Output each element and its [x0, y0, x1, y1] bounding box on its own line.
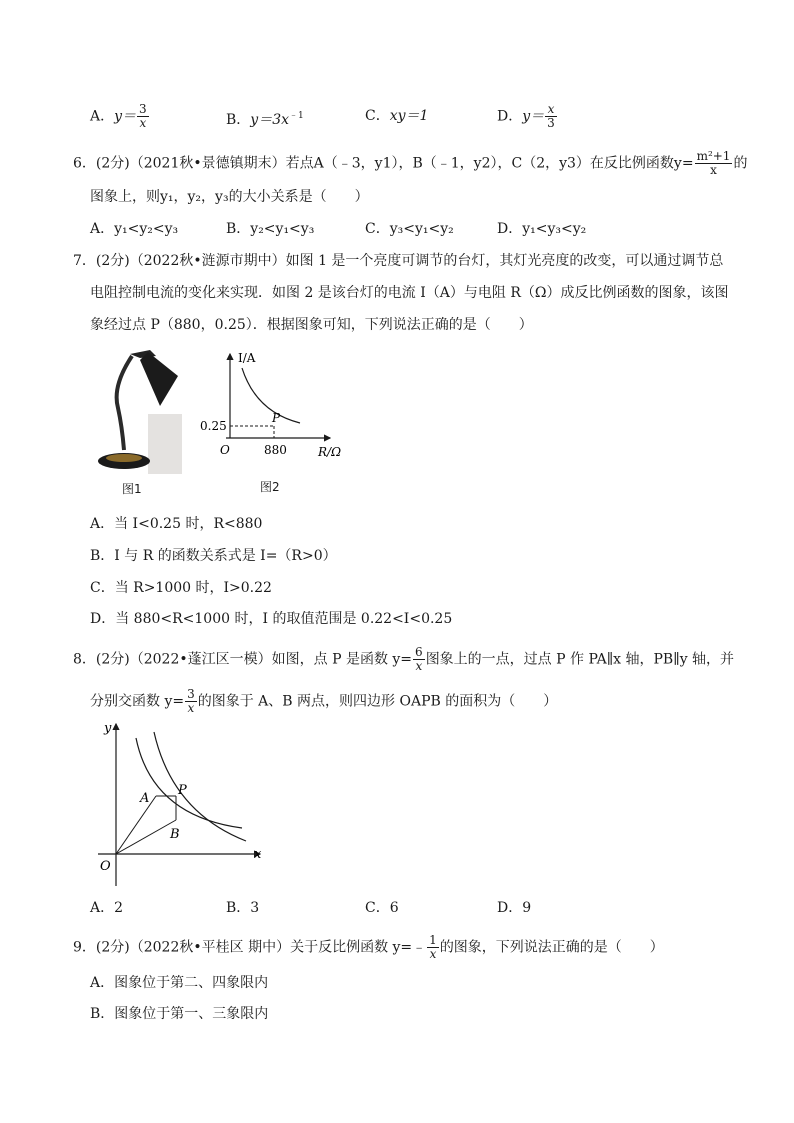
fig1-caption: 图1	[122, 482, 142, 496]
q6-stem-line1: 6．(2分)（2021秋•景德镇期末）若点A（﹣3，y1），B（﹣1，y2），C（2，y3）在反比例函数y= $\frac{\text{m²+1}}{x}$ 的	[73, 149, 748, 177]
q8-origin-label: O	[100, 859, 111, 874]
q6-option-a: A．y₁<y₂<y₃	[90, 221, 179, 237]
q8-x-label: x	[254, 847, 262, 862]
q7-option-d: D．当 880<R<1000 时，I 的取值范围是 0.22<I<0.25	[90, 611, 453, 627]
q8-option-c: C．6	[365, 900, 399, 916]
fig2-caption: 图2	[260, 480, 280, 494]
current-resistance-graph	[196, 346, 354, 468]
graph-point-p: P	[272, 411, 281, 425]
q8-point-p: P	[178, 783, 187, 798]
q7-stem-line1: 7．(2分)（2022秋•涟源市期中）如图 1 是一个亮度可调节的台灯，其灯光亮度的改变，可以通过调节总	[73, 253, 724, 269]
q5-option-b: B．$y=3x^{﹣1}$	[226, 111, 304, 128]
q8-stem-line1: 8．(2分)（2022•蓬江区一模）如图，点 P 是函数 y= $\frac{6}{x}$ 图象上的一点，过点 P 作 PA∥x 轴，PB∥y 轴，并	[73, 645, 735, 673]
graph-x-tick: 880	[264, 443, 287, 457]
fraction: $\frac{\text{m²+1}}{x}$	[696, 149, 731, 177]
q8-stem-line2: 分别交函数 y= $\frac{3}{x}$ 的图象于 A、B 两点，则四边形 OAPB 的面积为（ ）	[90, 687, 558, 715]
lamp-photo	[90, 346, 182, 474]
q6-option-d: D．y₁<y₃<y₂	[497, 221, 587, 237]
q8-option-d: D．9	[497, 900, 532, 916]
q6-stem-line2: 图象上，则y₁，y₂，y₃的大小关系是（ ）	[90, 189, 369, 205]
q7-option-c: C．当 R>1000 时，I>0.22	[90, 580, 272, 596]
fraction: $\frac{3}{x}$	[187, 687, 195, 715]
q5-option-c: C．xy＝1	[365, 108, 429, 124]
fraction: $\frac{x}{3}$	[547, 102, 555, 130]
quadrilateral-graph	[90, 716, 270, 891]
fraction: $\frac{6}{x}$	[415, 645, 423, 673]
q8-y-label: y	[104, 721, 112, 736]
q9-option-a: A．图象位于第二、四象限内	[90, 975, 269, 991]
fraction: $\frac{1}{x}$	[429, 933, 437, 961]
q8-point-a: A	[140, 791, 150, 806]
q8-point-b: B	[170, 827, 180, 842]
q7-stem-line3: 象经过点 P（880，0.25）．根据图象可知，下列说法正确的是（ ）	[90, 317, 533, 333]
graph-y-tick: 0.25	[200, 419, 227, 433]
fraction: $\frac{3}{x}$	[139, 102, 147, 130]
q7-option-a: A．当 I<0.25 时，R<880	[90, 516, 263, 532]
q8-option-a: A．2	[90, 900, 124, 916]
q9-stem-line1: 9．(2分)（2022秋•平桂区 期中）关于反比例函数 y=﹣ $\frac{1}{x}$ 的图象，下列说法正确的是（ ）	[73, 933, 664, 961]
q8-option-b: B．3	[226, 900, 260, 916]
graph-origin-label: O	[220, 443, 230, 457]
q6-option-b: B．y₂<y₁<y₃	[226, 221, 315, 237]
q6-option-c: C．y₃<y₁<y₂	[365, 221, 454, 237]
graph-y-label: I/A	[238, 351, 256, 365]
q7-stem-line2: 电阻控制电流的变化来实现．如图 2 是该台灯的电流 I（A）与电阻 R（Ω）成反比例函数的图象，该图	[90, 285, 729, 301]
q9-option-b: B．图象位于第一、三象限内	[90, 1006, 269, 1022]
q5-option-d: D．y＝ $\frac{x}{3}$	[497, 102, 555, 130]
q5-option-a: A．y＝ $\frac{3}{x}$	[90, 102, 147, 130]
graph-x-label: R/Ω	[318, 445, 342, 459]
q7-option-b: B．I 与 R 的函数关系式是 I=（R>0）	[90, 548, 337, 564]
